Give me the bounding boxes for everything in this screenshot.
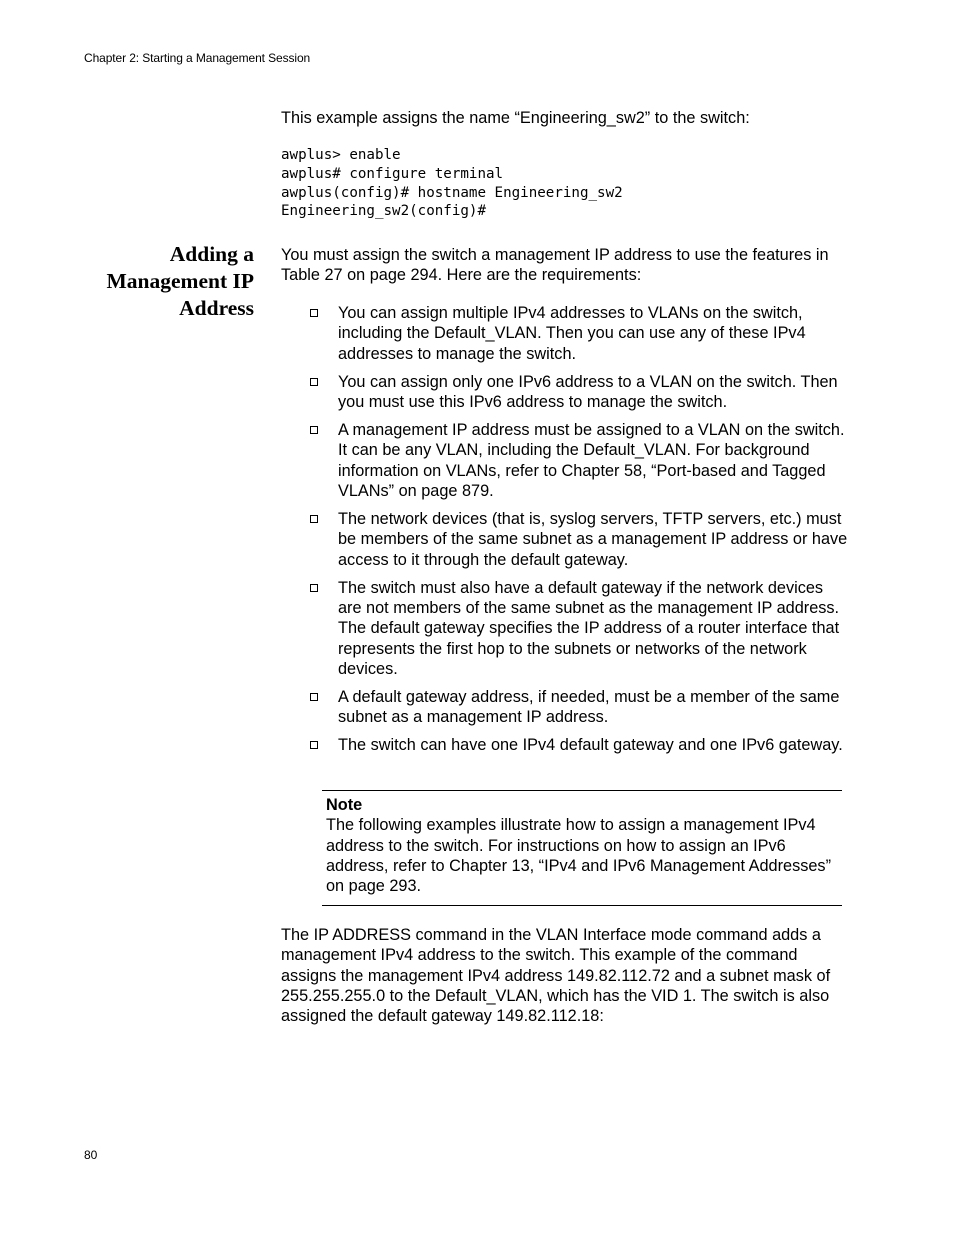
checkbox-bullet-icon [310, 741, 318, 749]
checkbox-bullet-icon [310, 426, 318, 434]
list-item [308, 303, 848, 364]
list-item [308, 735, 848, 755]
checkbox-bullet-icon [310, 693, 318, 701]
code-line: awplus> enable [281, 147, 401, 163]
list-item-text: A management IP address must be assigned to a VLAN on the switch. It can be any VLAN, including the Default_VLAN. For background information on VLANs, refer to Chapter 58, “Port-based and Tagged VLANs” on page 879. [338, 421, 845, 500]
section-heading [60, 241, 254, 322]
running-header: Chapter 2: Starting a Management Session [84, 51, 311, 65]
intro-paragraph: This example assigns the name “Engineering_sw2” to the switch: [281, 109, 750, 127]
code-line: Engineering_sw2(config)# [281, 203, 486, 220]
list-item [308, 578, 848, 679]
section-heading-line: Management IP [106, 269, 254, 293]
section-intro-paragraph: You must assign the switch a management IP address to use the features in Table 27 on page 294. Here are the requirements: [281, 246, 829, 285]
page-number: 80 [84, 1148, 98, 1162]
list-item-text: The network devices (that is, syslog servers, TFTP servers, etc.) must be members of the same subnet as a management IP address or have access to it through the default gateway. [338, 510, 848, 569]
note-title: Note [326, 796, 363, 814]
list-item-text: A default gateway address, if needed, must be a member of the same subnet as a management IP address. [338, 688, 840, 727]
checkbox-bullet-icon [310, 584, 318, 592]
code-example [281, 146, 623, 221]
list-item-text: The switch can have one IPv4 default gateway and one IPv6 gateway. [338, 736, 843, 755]
checkbox-bullet-icon [310, 378, 318, 386]
section-heading-line: Address [179, 296, 254, 320]
checkbox-bullet-icon [310, 309, 318, 317]
code-line: awplus# configure terminal [281, 165, 504, 182]
section-heading-line: Adding a [169, 242, 254, 266]
list-item-text: The switch must also have a default gateway if the network devices are not members of the same subnet as the management IP address. The default gateway specifies the IP address of a router interface that represents the first hop to the subnets or networks of the network devices. [338, 578, 840, 678]
code-line: awplus(config)# hostname Engineering_sw2 [281, 184, 623, 201]
checkbox-bullet-icon [310, 515, 318, 523]
list-item-text: You can assign only one IPv6 address to a VLAN on the switch. Then you must use this IPv6 address to manage the switch. [338, 372, 838, 411]
note-text: The following examples illustrate how to assign a management IPv4 address to the switch. For instructions on how to assign an IPv6 address, refer to Chapter 13, “IPv4 and IPv6 Management Addresses” on page 293. [326, 816, 831, 896]
list-item [308, 372, 848, 413]
closing-paragraph: The IP ADDRESS command in the VLAN Interface mode command adds a management IPv4 address to the switch. This example of the command assigns the management IPv4 address 149.82.112.72 and a subnet mask of 255.255.255.0 to the Default_VLAN, which has the VID 1. The switch is also assigned the default gateway 149.82.112.18: [281, 926, 831, 1026]
list-item [308, 509, 848, 570]
list-item-text: You can assign multiple IPv4 addresses to VLANs on the switch, including the Default_VLAN. Then you can use any of these IPv4 addresses to manage the switch. [338, 304, 806, 363]
list-item [308, 420, 848, 501]
note-box [322, 790, 842, 906]
list-item [308, 687, 848, 728]
requirements-list [308, 303, 848, 764]
